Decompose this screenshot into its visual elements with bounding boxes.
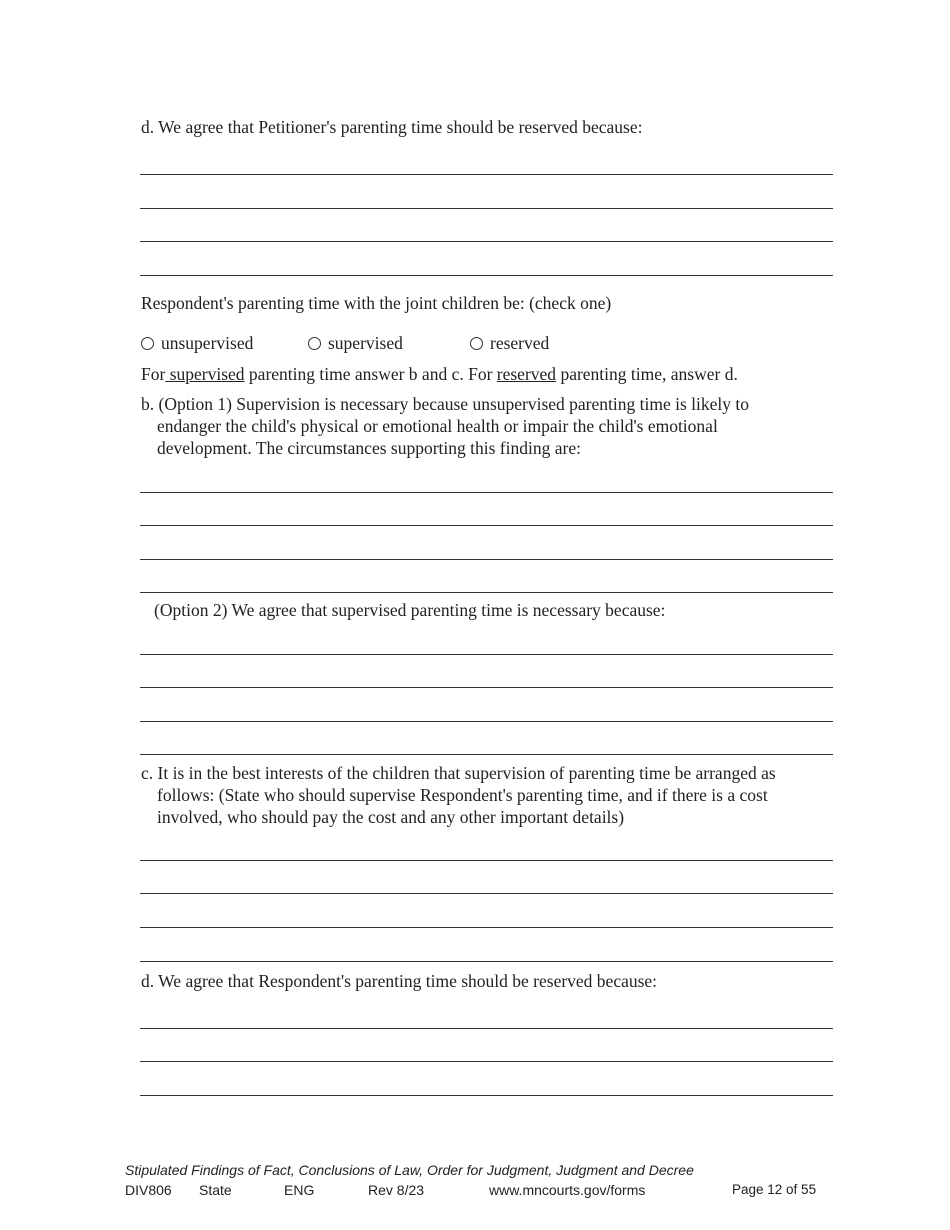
- instruction-part: parenting time, answer d.: [556, 364, 738, 384]
- answer-line[interactable]: [140, 1061, 833, 1062]
- instruction-supervised: supervised: [165, 364, 245, 384]
- footer-rev: Rev 8/23: [368, 1182, 425, 1198]
- answer-line[interactable]: [140, 721, 833, 722]
- option-label: unsupervised: [161, 333, 254, 353]
- respondent-reserved-heading: d. We agree that Respondent's parenting time should be reserved because:: [141, 971, 658, 991]
- instruction-text: [141, 363, 738, 385]
- answer-line[interactable]: [140, 559, 833, 560]
- footer-page-number: Page 12 of 55: [732, 1182, 817, 1197]
- section-c-line1: c. It is in the best interests of the children that supervision of parenting time be arranged as: [141, 763, 776, 783]
- instruction-part: parenting time answer b and c. For: [244, 364, 497, 384]
- section-b-line3: development. The circumstances supporting this finding are:: [157, 438, 581, 458]
- petitioner-reserved-heading: d. We agree that Petitioner's parenting time should be reserved because:: [141, 117, 643, 137]
- radio-reserved-icon[interactable]: [470, 337, 483, 350]
- footer-lang: ENG: [284, 1182, 315, 1198]
- answer-line[interactable]: [140, 860, 833, 861]
- option-label: reserved: [490, 333, 550, 353]
- option-label: supervised: [328, 333, 403, 353]
- answer-line[interactable]: [140, 687, 833, 688]
- footer-form-code: DIV806: [125, 1182, 172, 1198]
- footer-title: Stipulated Findings of Fact, Conclusions of Law, Order for Judgment, Judgment and Decree: [125, 1162, 694, 1178]
- instruction-reserved: reserved: [496, 364, 557, 384]
- footer-state: State: [199, 1182, 232, 1198]
- section-c-line2: follows: (State who should supervise Respondent's parenting time, and if there is a cost: [157, 785, 768, 805]
- answer-line[interactable]: [140, 525, 833, 526]
- footer-url[interactable]: www.mncourts.gov/forms: [489, 1182, 646, 1198]
- answer-line[interactable]: [140, 275, 833, 276]
- section-c-line3: involved, who should pay the cost and any other important details): [157, 807, 625, 827]
- answer-line[interactable]: [140, 492, 833, 493]
- section-b-line1: b. (Option 1) Supervision is necessary because unsupervised parenting time is likely to: [141, 394, 749, 414]
- answer-line[interactable]: [140, 654, 833, 655]
- section-b-line2: endanger the child's physical or emotional health or impair the child's emotional: [157, 416, 718, 436]
- section-b-option2: (Option 2) We agree that supervised parenting time is necessary because:: [154, 600, 666, 620]
- radio-unsupervised-icon[interactable]: [141, 337, 154, 350]
- option-reserved[interactable]: [470, 332, 549, 354]
- respondent-parenting-prompt: Respondent's parenting time with the joint children be: (check one): [141, 293, 612, 313]
- option-supervised[interactable]: [308, 332, 403, 354]
- answer-line[interactable]: [140, 927, 833, 928]
- option-unsupervised[interactable]: [141, 332, 253, 354]
- answer-line[interactable]: [140, 1028, 833, 1029]
- instruction-part: For: [141, 364, 166, 384]
- answer-line[interactable]: [140, 1095, 833, 1096]
- answer-line[interactable]: [140, 592, 833, 593]
- answer-line[interactable]: [140, 754, 833, 755]
- answer-line[interactable]: [140, 961, 833, 962]
- answer-line[interactable]: [140, 174, 833, 175]
- answer-line[interactable]: [140, 208, 833, 209]
- radio-supervised-icon[interactable]: [308, 337, 321, 350]
- answer-line[interactable]: [140, 893, 833, 894]
- answer-line[interactable]: [140, 241, 833, 242]
